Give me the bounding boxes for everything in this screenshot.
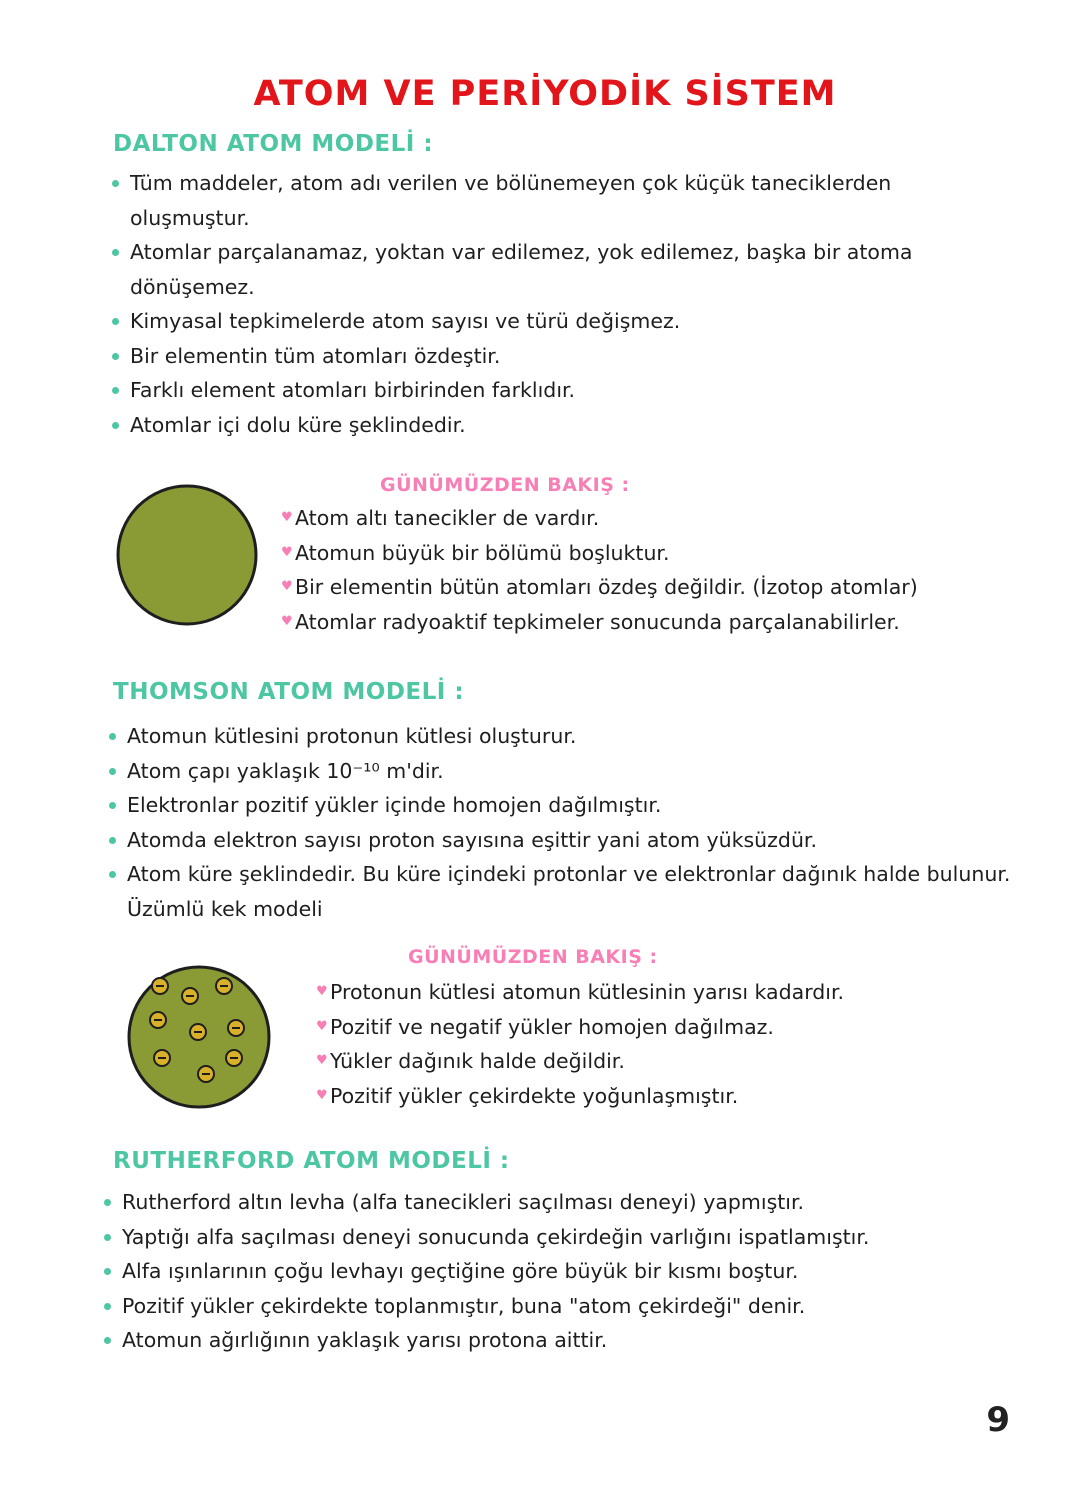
thomson-today-list xyxy=(316,975,1030,1113)
dalton-atom-illustration xyxy=(114,482,260,628)
electron-icon xyxy=(198,1066,214,1082)
bullet-icon xyxy=(112,422,119,429)
list-item: Rutherford altın levha (alfa tanecikleri saçılması deneyi) yapmıştır. xyxy=(122,1185,1022,1220)
list-item: ♥ Pozitif ve negatif yükler homojen dağılmaz. xyxy=(330,1010,1030,1045)
list-item: Atomun kütlesini protonun kütlesi oluşturur. xyxy=(127,719,1027,754)
heart-bullet-icon: ♥ xyxy=(281,544,293,560)
list-item: Pozitif yükler çekirdekte toplanmıştır, buna "atom çekirdeği" denir. xyxy=(122,1289,1022,1324)
electron-icon xyxy=(150,1012,166,1028)
bullet-icon xyxy=(112,353,119,360)
electron-icon xyxy=(154,1050,170,1066)
list-item: Atomlar içi dolu küre şeklindedir. xyxy=(130,408,990,443)
list-item: Alfa ışınlarının çoğu levhayı geçtiğine göre büyük bir kısmı boştur. xyxy=(122,1254,1022,1289)
list-item: Atomun ağırlığının yaklaşık yarısı protona aittir. xyxy=(122,1323,1022,1358)
heart-bullet-icon: ♥ xyxy=(316,1087,328,1103)
electron-icon xyxy=(190,1024,206,1040)
list-item: ♥ Atom altı tanecikler de vardır. xyxy=(295,501,1035,536)
bullet-icon xyxy=(109,837,116,844)
list-item: ♥ Bir elementin bütün atomları özdeş değildir. (İzotop atomlar) xyxy=(295,570,1035,605)
heart-bullet-icon: ♥ xyxy=(281,613,293,629)
bullet-icon xyxy=(104,1199,111,1206)
list-item: ♥ Pozitif yükler çekirdekte yoğunlaşmıştır. xyxy=(330,1079,1030,1114)
bullet-icon xyxy=(104,1303,111,1310)
list-item: Atom çapı yaklaşık 10⁻¹⁰ m'dir. xyxy=(127,754,1027,789)
dalton-list xyxy=(130,166,990,442)
list-item: Farklı element atomları birbirinden farklıdır. xyxy=(130,373,990,408)
electron-icon xyxy=(152,978,168,994)
list-item: ♥ Yükler dağınık halde değildir. xyxy=(330,1044,1030,1079)
bullet-icon xyxy=(104,1337,111,1344)
bullet-icon xyxy=(112,180,119,187)
bullet-icon xyxy=(109,802,116,809)
list-item: ♥ Atomlar radyoaktif tepkimeler sonucunda parçalanabilirler. xyxy=(295,605,1035,640)
list-item: Yaptığı alfa saçılması deneyi sonucunda çekirdeğin varlığını ispatlamıştır. xyxy=(122,1220,1022,1255)
list-item: Elektronlar pozitif yükler içinde homojen dağılmıştır. xyxy=(127,788,1027,823)
bullet-icon xyxy=(109,871,116,878)
bullet-icon xyxy=(112,387,119,394)
bullet-icon xyxy=(112,249,119,256)
bullet-icon xyxy=(104,1268,111,1275)
page-number: 9 xyxy=(986,1400,1010,1440)
list-item: ♥ Atomun büyük bir bölümü boşluktur. xyxy=(295,536,1035,571)
electron-icon xyxy=(228,1020,244,1036)
dalton-today-heading: GÜNÜMÜZDEN BAKIŞ : xyxy=(380,474,630,496)
electron-icon xyxy=(216,978,232,994)
dalton-heading: DALTON ATOM MODELİ : xyxy=(113,131,434,157)
page-title: ATOM VE PERİYODİK SİSTEM xyxy=(253,74,837,114)
list-item: Tüm maddeler, atom adı verilen ve bölünemeyen çok küçük taneciklerden oluşmuştur. xyxy=(130,166,990,235)
rutherford-heading: RUTHERFORD ATOM MODELİ : xyxy=(113,1148,510,1174)
bullet-icon xyxy=(112,318,119,325)
heart-bullet-icon: ♥ xyxy=(316,1018,328,1034)
heart-bullet-icon: ♥ xyxy=(281,510,293,525)
thomson-atom-illustration xyxy=(124,962,274,1112)
thomson-list xyxy=(127,719,1027,926)
bullet-icon xyxy=(109,733,116,740)
list-item: Kimyasal tepkimelerde atom sayısı ve türü değişmez. xyxy=(130,304,990,339)
list-item: Atom küre şeklindedir. Bu küre içindeki protonlar ve elektronlar dağınık halde bulunur. Üzümlü kek modeli xyxy=(127,857,1027,926)
list-item: Atomda elektron sayısı proton sayısına eşittir yani atom yüksüzdür. xyxy=(127,823,1027,858)
bullet-icon xyxy=(104,1234,111,1241)
list-item: Atomlar parçalanamaz, yoktan var edilemez, yok edilemez, başka bir atoma dönüşemez. xyxy=(130,235,990,304)
dalton-sphere xyxy=(118,486,256,624)
list-item: ♥ Protonun kütlesi atomun kütlesinin yarısı kadardır. xyxy=(330,975,1030,1010)
thomson-today-heading: GÜNÜMÜZDEN BAKIŞ : xyxy=(408,946,658,968)
bullet-icon xyxy=(109,768,116,775)
thomson-heading: THOMSON ATOM MODELİ : xyxy=(113,679,465,705)
heart-bullet-icon: ♥ xyxy=(281,579,293,594)
dalton-today-list xyxy=(281,501,1035,639)
rutherford-list xyxy=(122,1185,1022,1358)
list-item: Bir elementin tüm atomları özdeştir. xyxy=(130,339,990,374)
heart-bullet-icon: ♥ xyxy=(316,984,328,999)
heart-bullet-icon: ♥ xyxy=(316,1053,328,1068)
electron-icon xyxy=(226,1050,242,1066)
electron-icon xyxy=(182,988,198,1004)
